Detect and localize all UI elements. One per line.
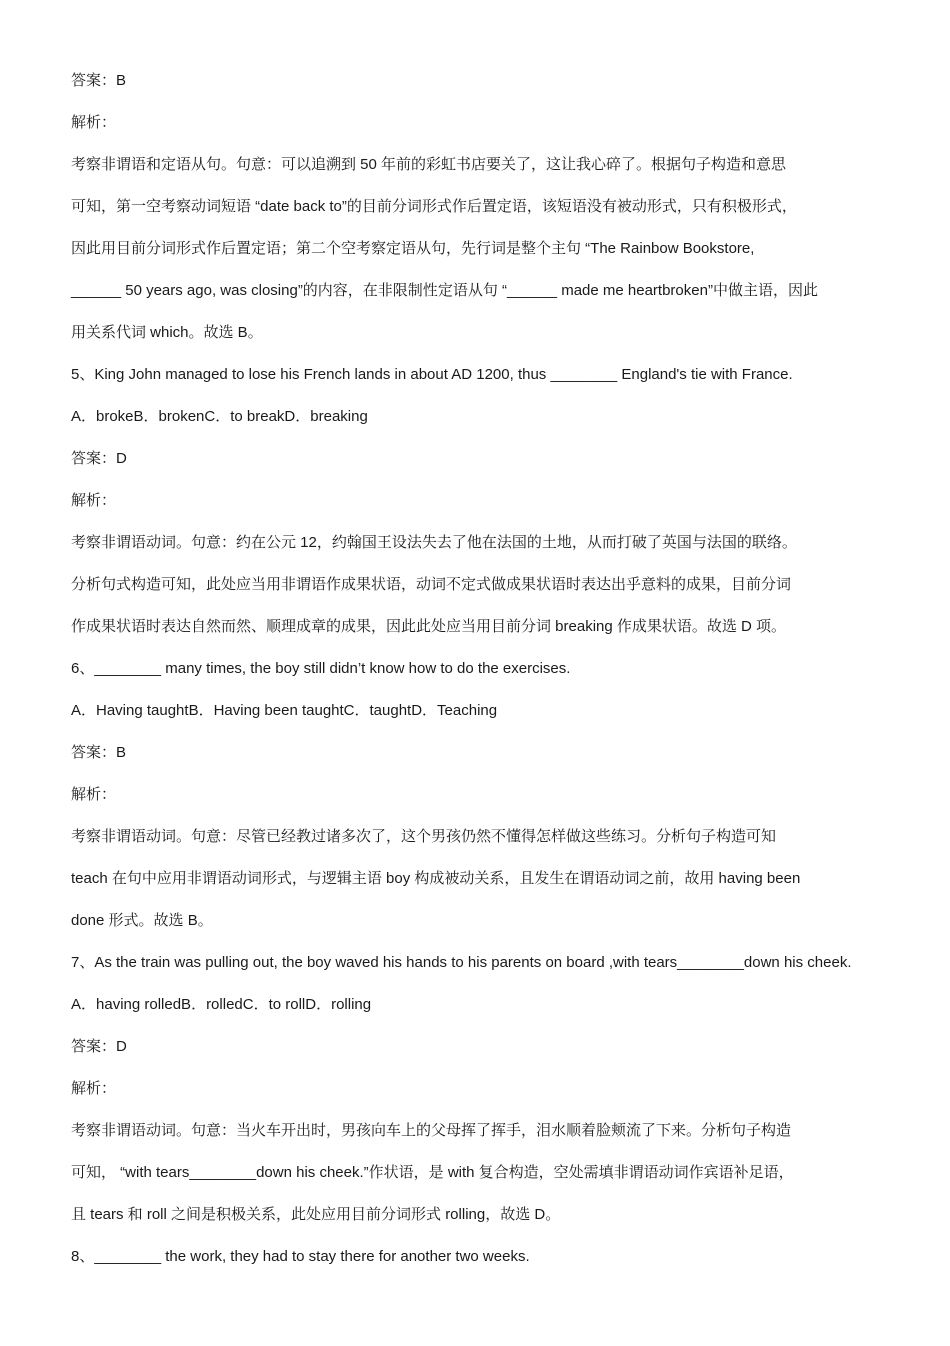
explanation-paragraph xyxy=(71,816,883,942)
explanation-line: 分析句式构造可知，此处应当用非谓语作成果状语，动词不定式做成果状语时表达出乎意料的成果，目前分词 xyxy=(71,576,792,593)
explanation-line: 考察非谓语和定语从句。句意：可以追溯到 50 年前的彩虹书店要关了，这让我心碎了。根据句子构造和意思 xyxy=(71,156,787,173)
explanation-line: 作成果状语时表达自然而然、顺理成章的成果，因此此处应当用目前分词 breaking 作成果状语。故选 D 项。 xyxy=(71,618,787,635)
explanation-line: 因此用目前分词形式作后置定语；第二个空考察定语从句，先行词是整个主句 “The Rainbow Bookstore, xyxy=(71,240,755,257)
document-page xyxy=(71,60,883,1278)
answer-line: 答案：D xyxy=(71,1038,127,1055)
explanation-line: 考察非谓语动词。句意：尽管已经教过诸多次了，这个男孩仍然不懂得怎样做这些练习。分析句子构造可知 xyxy=(71,828,777,845)
question-5: 5、King John managed to lose his French lands in about AD 1200, thus ________ England's tie with France. xyxy=(71,366,793,383)
options-7: A．having rolledB．rolledC．to rollD．rolling xyxy=(71,996,372,1013)
answer-line: 答案：D xyxy=(71,450,127,467)
explanation-line: done 形式。故选 B。 xyxy=(71,912,213,929)
explanation-line: 考察非谓语动词。句意：当火车开出时，男孩向车上的父母挥了挥手，泪水顺着脸颊流了下来。分析句子构造 xyxy=(71,1122,792,1139)
explanation-line: 且 tears 和 roll 之间是积极关系，此处应用目前分词形式 rolling，故选 D。 xyxy=(71,1206,561,1223)
explanation-line: 可知， “with tears________down his cheek.”作状语，是 with 复合构造，空处需填非谓语动词作宾语补足语， xyxy=(71,1164,794,1181)
analysis-label: 解析： xyxy=(71,492,117,509)
question-6: 6、________ many times, the boy still didn’t know how to do the exercises. xyxy=(71,660,571,677)
explanation-paragraph xyxy=(71,144,883,354)
explanation-line: teach 在句中应用非谓语动词形式，与逻辑主语 boy 构成被动关系，且发生在谓语动词之前，故用 having been xyxy=(71,870,801,887)
analysis-label: 解析： xyxy=(71,1080,117,1097)
options-6: A．Having taughtB．Having been taughtC．taughtD．Teaching xyxy=(71,702,498,719)
analysis-label: 解析： xyxy=(71,114,117,131)
explanation-line: 用关系代词 which。故选 B。 xyxy=(71,324,263,341)
answer-line: 答案：B xyxy=(71,744,127,761)
question-7: 7、As the train was pulling out, the boy waved his hands to his parents on board ,with tears________down his cheek. xyxy=(71,954,852,971)
answer-line: 答案：B xyxy=(71,72,127,89)
explanation-line: 考察非谓语动词。句意：约在公元 12，约翰国王设法失去了他在法国的土地，从而打破了英国与法国的联络。 xyxy=(71,534,797,551)
question-8: 8、________ the work, they had to stay there for another two weeks. xyxy=(71,1248,530,1265)
options-5: A．brokeB．brokenC．to breakD．breaking xyxy=(71,408,368,425)
explanation-line: ______ 50 years ago, was closing”的内容，在非限制性定语从句 “______ made me heartbroken”中做主语，因此 xyxy=(71,282,818,299)
explanation-paragraph xyxy=(71,522,883,648)
analysis-label: 解析： xyxy=(71,786,117,803)
explanation-paragraph xyxy=(71,1110,883,1236)
explanation-line: 可知，第一空考察动词短语 “date back to”的目前分词形式作后置定语，该短语没有被动形式，只有积极形式， xyxy=(71,198,797,215)
